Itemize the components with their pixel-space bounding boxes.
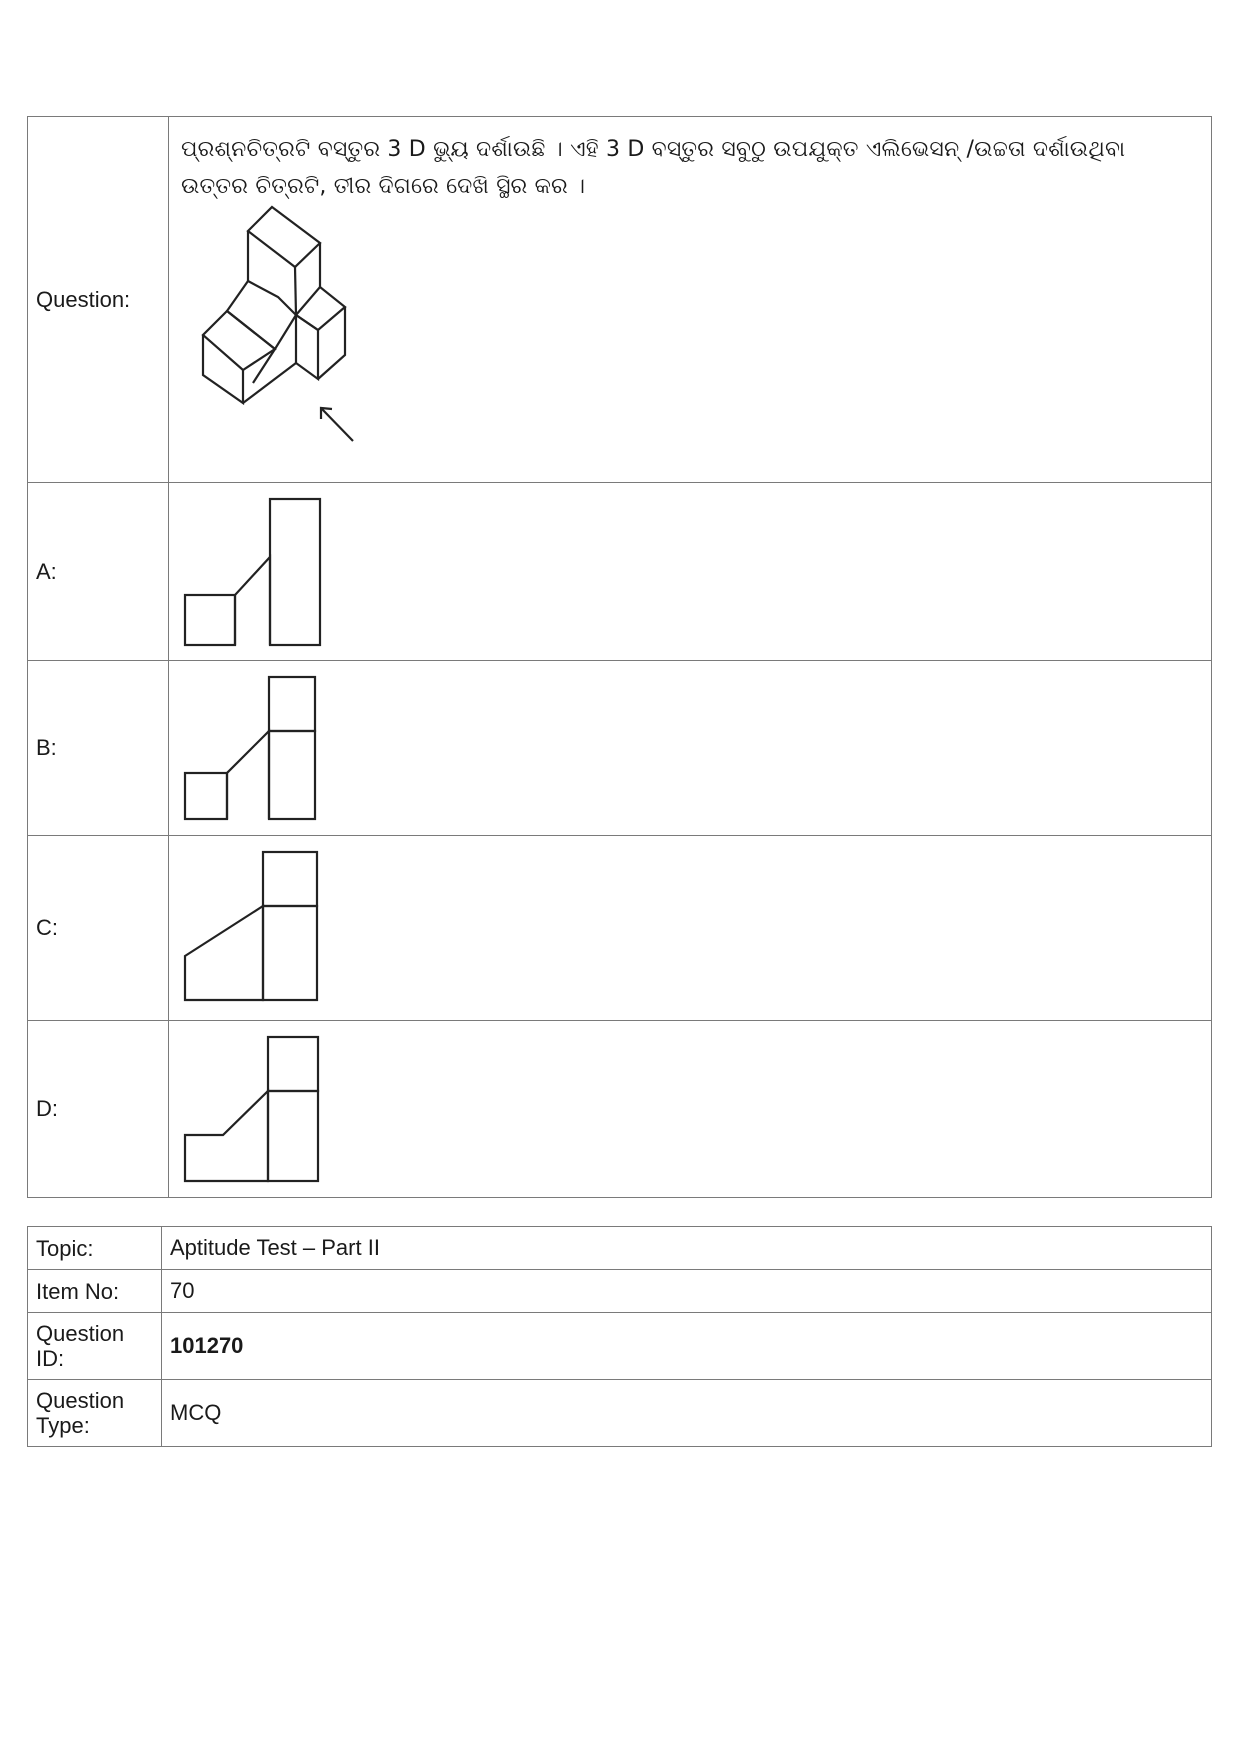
elevation-option-b xyxy=(183,675,333,835)
option-a-cell[interactable] xyxy=(169,483,1212,661)
item-no-value: 70 xyxy=(162,1270,1212,1313)
option-a-row[interactable] xyxy=(28,483,1212,661)
question-type-value: MCQ xyxy=(162,1380,1212,1447)
topic-row xyxy=(28,1227,1212,1270)
metadata-table xyxy=(27,1226,1212,1447)
option-d-label: D: xyxy=(28,1021,169,1198)
isometric-3d-object-figure xyxy=(183,205,383,455)
option-b-row[interactable] xyxy=(28,661,1212,836)
item-no-row xyxy=(28,1270,1212,1313)
question-row xyxy=(28,117,1212,483)
option-c-cell[interactable] xyxy=(169,836,1212,1021)
topic-label: Topic: xyxy=(28,1227,162,1270)
question-type-row xyxy=(28,1380,1212,1447)
question-id-row xyxy=(28,1313,1212,1380)
topic-value: Aptitude Test – Part II xyxy=(162,1227,1212,1270)
option-d-row[interactable] xyxy=(28,1021,1212,1198)
item-no-label: Item No: xyxy=(28,1270,162,1313)
option-d-cell[interactable] xyxy=(169,1021,1212,1198)
question-id-label: Question ID: xyxy=(28,1313,162,1380)
question-text: ପ୍ରଶ୍ନଚିତ୍ରଟି ବସ୍ତୁର 3 D ଭ୍ୟୁ ଦର୍ଶାଉଛି । ଏହି 3 D ବସ୍ତୁର ସବୁଠୁ ଉପଯୁକ୍ତ ଏଲିଭେସନ୍ /ଉଚ୍ଚତା ଦର୍ଶାଉଥିବା ଉତ୍ତର ଚିତ୍ରଟି, ତୀର ଦିଗରେ ଦେଖି ସ୍ଥିର କର । xyxy=(181,137,1126,199)
elevation-option-a xyxy=(183,497,333,657)
option-c-label: C: xyxy=(28,836,169,1021)
option-c-row[interactable] xyxy=(28,836,1212,1021)
option-b-label: B: xyxy=(28,661,169,836)
elevation-option-c xyxy=(183,850,333,1020)
question-id-value: 101270 xyxy=(162,1313,1212,1380)
question-type-label: Question Type: xyxy=(28,1380,162,1447)
question-table xyxy=(27,116,1212,1198)
option-a-label: A: xyxy=(28,483,169,661)
question-label: Question: xyxy=(28,117,169,483)
question-cell xyxy=(169,117,1212,483)
elevation-option-d xyxy=(183,1035,333,1195)
option-b-cell[interactable] xyxy=(169,661,1212,836)
